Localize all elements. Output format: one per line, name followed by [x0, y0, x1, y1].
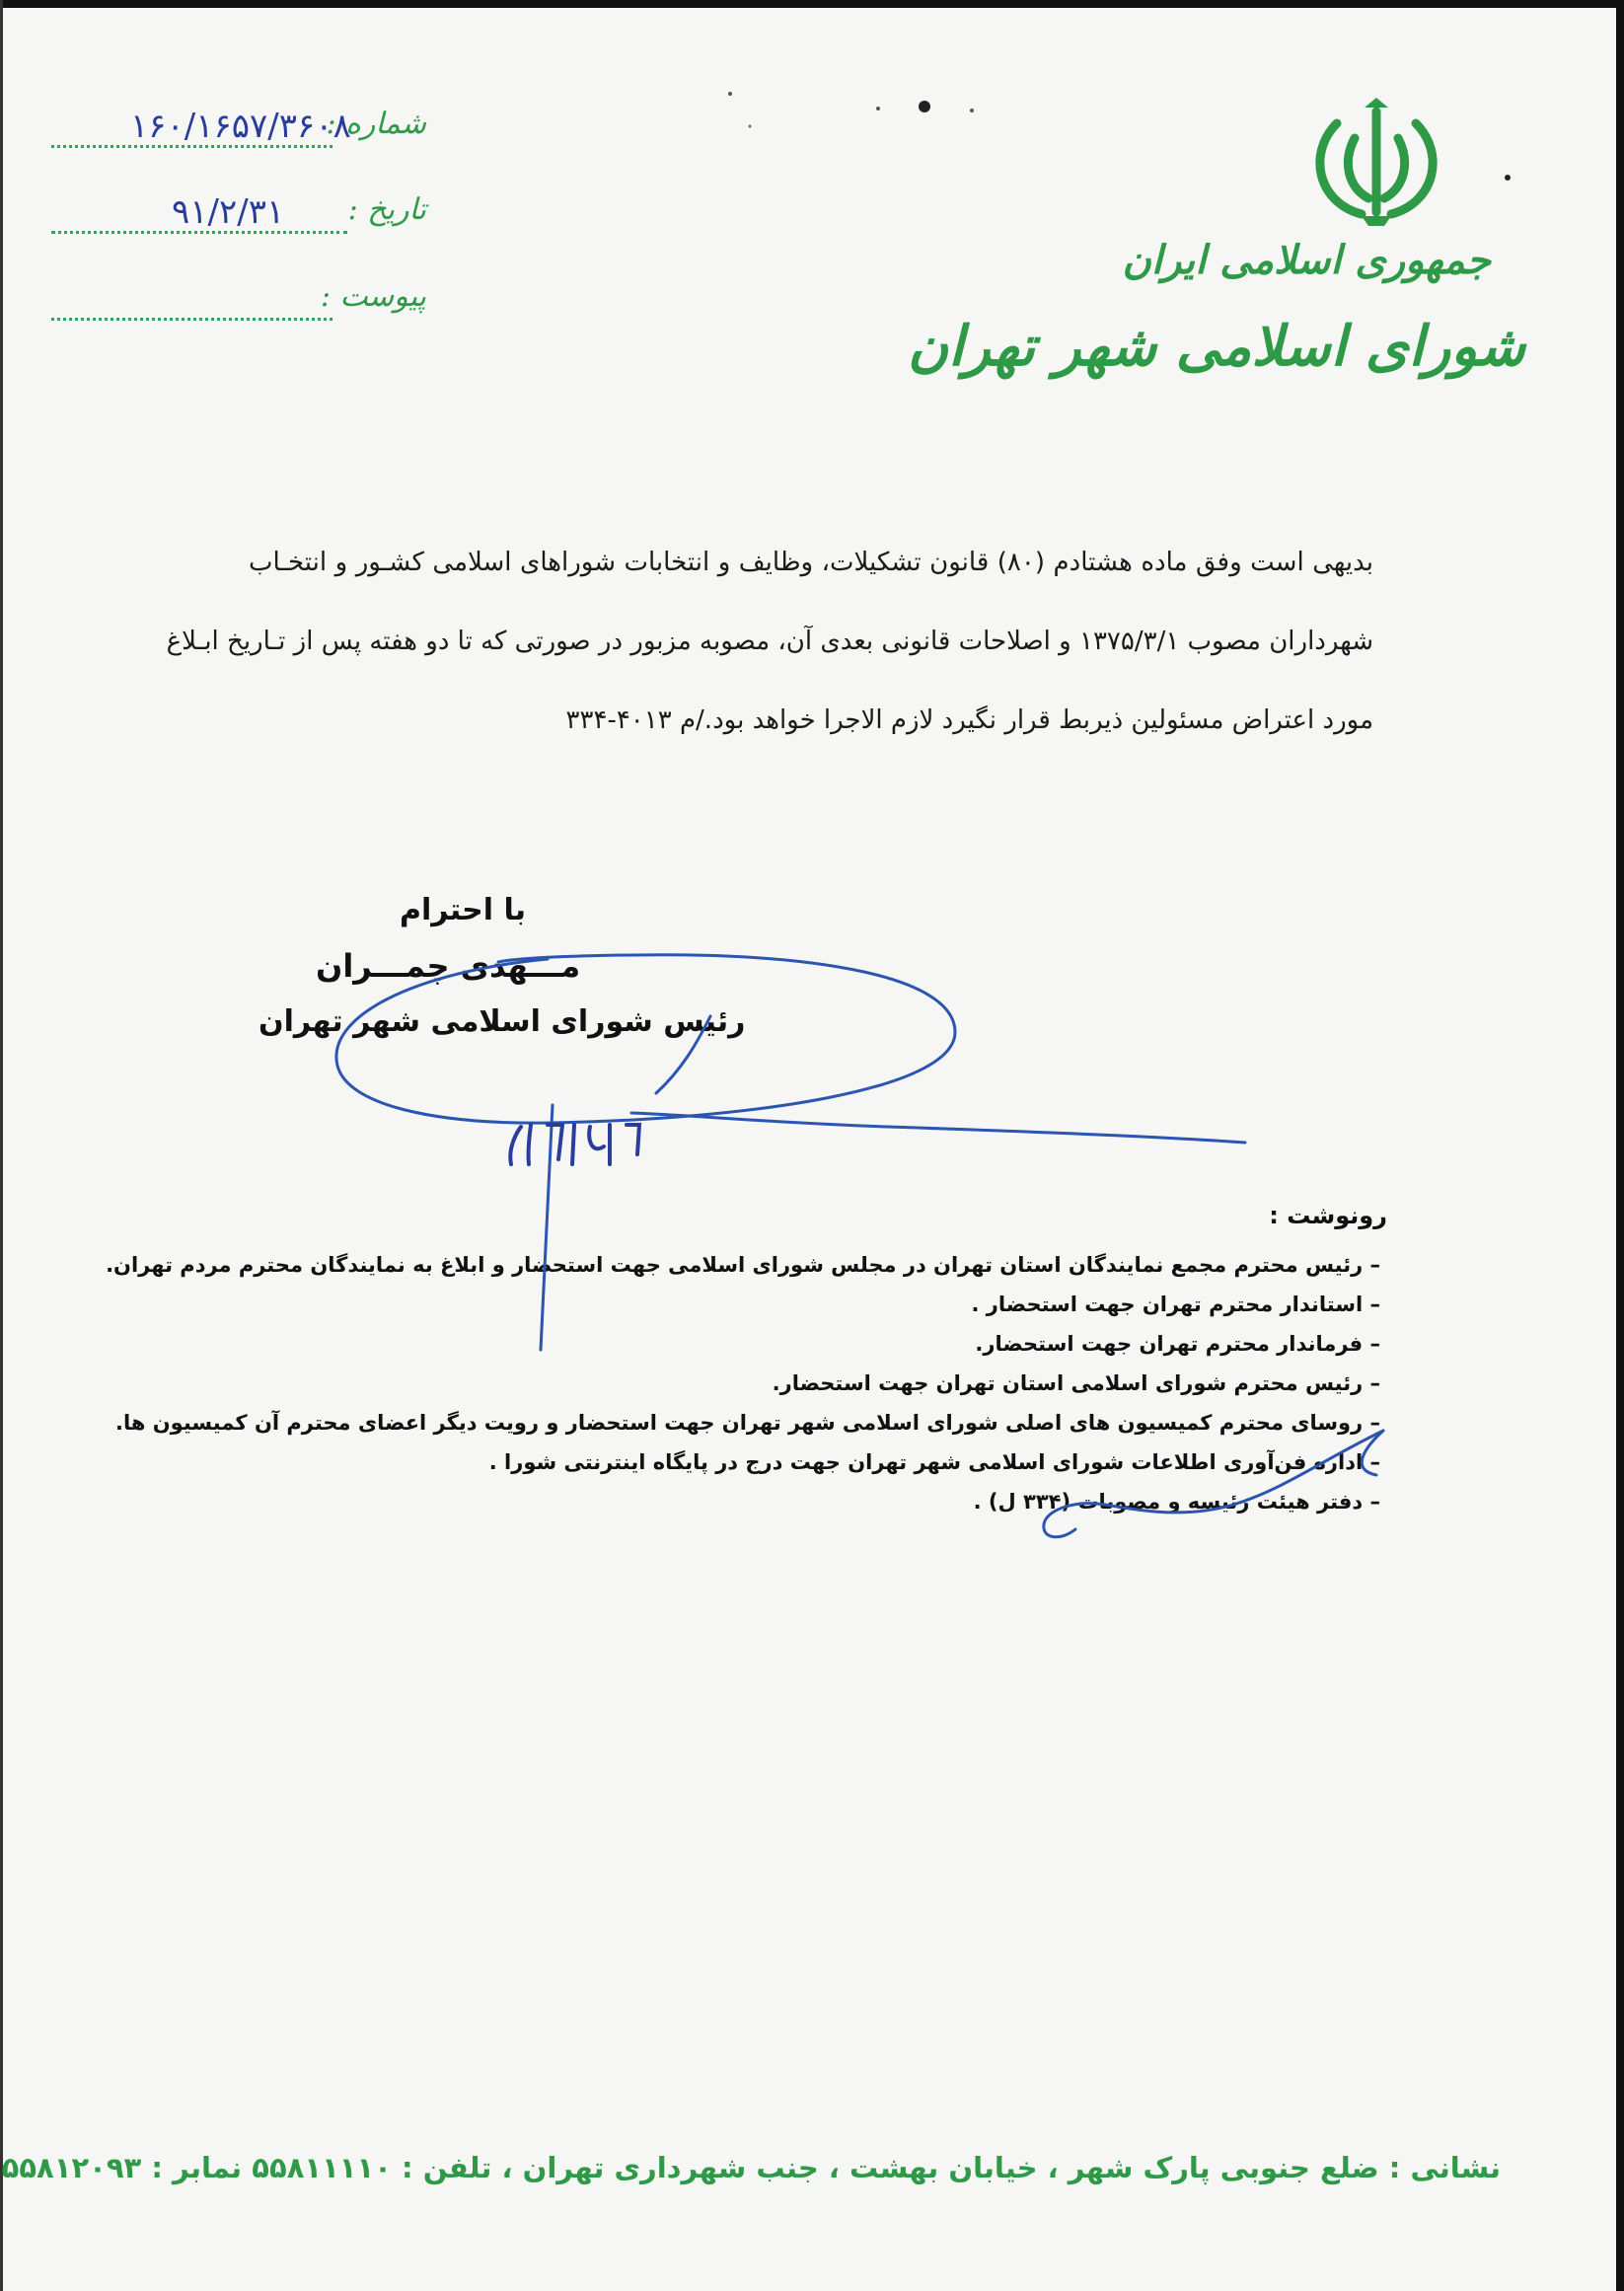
- number-value: ۱۶۰/۱۶۵۷/۳۶۰۸: [130, 107, 351, 146]
- attachment-dots: [51, 318, 332, 321]
- body-line: مورد اعتراض مسئولین ذیربط قرار نگیرد لازم الاجرا خواهد بود./م ۴۰۱۳-۳۳۴: [565, 705, 1373, 735]
- date-field: [51, 192, 426, 242]
- list-item: – اداره فن‌آوری اطلاعات شورای اسلامی شهر تهران جهت درج در پایگاه اینترنتی شورا .: [488, 1450, 1380, 1474]
- copies-title: رونوشت :: [1269, 1202, 1387, 1229]
- list-item: – رئیس محترم مجمع نمایندگان استان تهران در مجلس شورای اسلامی جهت استحضار و ابلاغ به نمایندگان محترم مردم تهران.: [106, 1253, 1380, 1277]
- signer-title: رئیس شورای اسلامی شهر تهران: [258, 1004, 746, 1039]
- list-item: – روسای محترم کمیسیون های اصلی شورای اسلامی شهر تهران جهت استحضار و رویت دیگر اعضای محترم آن کمیسیون ها.: [115, 1411, 1380, 1435]
- body-line: شهرداران مصوب ۱۳۷۵/۳/۱ و اصلاحات قانونی بعدی آن، مصوبه مزبور در صورتی که تا دو هفته پس از تـاریخ ابـلاغ: [166, 627, 1373, 656]
- footer-address: نشانی : ضلع جنوبی پارک شهر ، خیابان بهشت ، جنب شهرداری تهران ، تلفن : ۵۵۸۱۱۱۱۰ نمابر : ۵۵۸۱۲۰۹۳: [1, 2151, 1501, 2184]
- list-item: – دفتر هیئت رئیسه و مصوبات (۳۳۴ ل) .: [973, 1490, 1380, 1514]
- number-label: شماره :: [326, 107, 426, 141]
- list-item: – استاندار محترم تهران جهت استحضار .: [971, 1293, 1380, 1316]
- scan-border-top: [0, 0, 1624, 8]
- list-item: – فرماندار محترم تهران جهت استحضار.: [975, 1332, 1380, 1356]
- list-item: – رئیس محترم شورای اسلامی استان تهران جهت استحضار.: [772, 1371, 1380, 1395]
- copies-list: [106, 1245, 1380, 1521]
- government-name: جمهوری اسلامی ایران: [1122, 237, 1491, 283]
- closing-text: با احترام: [400, 893, 527, 927]
- date-value: ۹۱/۲/۳۱: [172, 192, 285, 232]
- signer-name: مـــهدی چمـــران: [316, 947, 581, 985]
- body-line: بدیهی است وفق ماده هشتادم (۸۰) قانون تشکیلات، وظایف و انتخابات شوراهای اسلامی کشـور و انتخـاب: [249, 548, 1373, 577]
- date-label: تاریخ :: [347, 192, 426, 227]
- attachment-label: پیوست :: [320, 279, 426, 314]
- attachment-field: [51, 279, 426, 329]
- council-name: شورای اسلامی شهر تهران: [908, 314, 1525, 379]
- scan-border-left: [0, 0, 3, 2291]
- scan-border-right: [1616, 0, 1624, 2291]
- number-field: [51, 107, 426, 156]
- iran-emblem-icon: [1307, 94, 1445, 232]
